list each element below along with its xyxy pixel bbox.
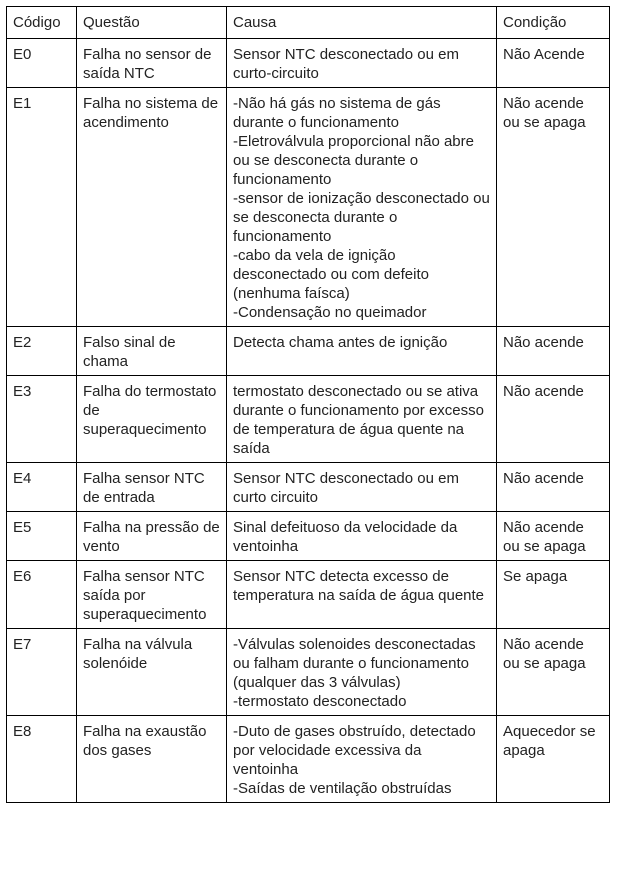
table-row — [7, 629, 610, 716]
cause-line: Sensor NTC desconectado ou em curto-circuito — [233, 46, 459, 82]
cell-condition: Não acende — [497, 463, 610, 512]
cell-cause — [227, 629, 497, 716]
cell-condition: Aquecedor se apaga — [497, 716, 610, 803]
cause-line: Sensor NTC desconectado ou em curto circuito — [233, 470, 459, 506]
cause-line: -Não há gás no sistema de gás durante o funcionamento — [233, 95, 441, 131]
cell-cause — [227, 716, 497, 803]
header-question: Questão — [77, 7, 227, 39]
cell-condition: Não acende — [497, 327, 610, 376]
cell-code: E6 — [7, 561, 77, 629]
cause-line: termostato desconectado ou se ativa durante o funcionamento por excesso de temperatura de água quente na saída — [233, 383, 484, 457]
cause-line: -Válvulas solenoides desconectadas ou falham durante o funcionamento (qualquer das 3 válvulas) — [233, 636, 476, 691]
cause-line: Detecta chama antes de ignição — [233, 334, 448, 351]
cell-cause — [227, 39, 497, 88]
table-row — [7, 561, 610, 629]
cell-condition: Não Acende — [497, 39, 610, 88]
cell-question: Falha na exaustão dos gases — [77, 716, 227, 803]
cell-code: E1 — [7, 88, 77, 327]
cell-code: E0 — [7, 39, 77, 88]
header-code: Código — [7, 7, 77, 39]
cell-condition: Não acende ou se apaga — [497, 629, 610, 716]
table-body — [7, 39, 610, 803]
table-row — [7, 463, 610, 512]
cell-cause — [227, 561, 497, 629]
cell-condition: Não acende — [497, 376, 610, 463]
cause-line: -termostato desconectado — [233, 693, 407, 710]
cell-question: Falha no sistema de acendimento — [77, 88, 227, 327]
cause-line: -Saídas de ventilação obstruídas — [233, 780, 452, 797]
cell-question: Falha sensor NTC de entrada — [77, 463, 227, 512]
table-row — [7, 88, 610, 327]
cell-cause — [227, 88, 497, 327]
cell-cause — [227, 512, 497, 561]
table-header-row — [7, 7, 610, 39]
cause-line: -cabo da vela de ignição desconectado ou com defeito (nenhuma faísca) — [233, 247, 429, 302]
cell-question: Falso sinal de chama — [77, 327, 227, 376]
cell-question: Falha no sensor de saída NTC — [77, 39, 227, 88]
cause-line: Sensor NTC detecta excesso de temperatura na saída de água quente — [233, 568, 485, 604]
cell-cause — [227, 327, 497, 376]
cause-line: Sinal defeituoso da velocidade da ventoinha — [233, 519, 458, 555]
cell-condition: Se apaga — [497, 561, 610, 629]
table-row — [7, 327, 610, 376]
cell-code: E7 — [7, 629, 77, 716]
cell-question: Falha na válvula solenóide — [77, 629, 227, 716]
cell-cause — [227, 376, 497, 463]
cell-code: E2 — [7, 327, 77, 376]
cell-cause — [227, 463, 497, 512]
table-row — [7, 39, 610, 88]
cell-condition: Não acende ou se apaga — [497, 512, 610, 561]
header-cause: Causa — [227, 7, 497, 39]
cause-line: -Duto de gases obstruído, detectado por velocidade excessiva da ventoinha — [233, 723, 476, 778]
header-condition: Condição — [497, 7, 610, 39]
cause-line: -sensor de ionização desconectado ou se desconecta durante o funcionamento — [233, 190, 490, 245]
cell-question: Falha sensor NTC saída por superaquecimento — [77, 561, 227, 629]
cell-code: E8 — [7, 716, 77, 803]
cause-line: -Eletroválvula proporcional não abre ou se desconecta durante o funcionamento — [233, 133, 474, 188]
cell-question: Falha na pressão de vento — [77, 512, 227, 561]
error-code-table — [6, 6, 610, 803]
cell-condition: Não acende ou se apaga — [497, 88, 610, 327]
cause-line: -Condensação no queimador — [233, 304, 427, 321]
cell-code: E5 — [7, 512, 77, 561]
table-row — [7, 376, 610, 463]
table-row — [7, 512, 610, 561]
cell-code: E4 — [7, 463, 77, 512]
table-row — [7, 716, 610, 803]
cell-code: E3 — [7, 376, 77, 463]
error-code-table-container — [6, 6, 609, 803]
cell-question: Falha do termostato de superaquecimento — [77, 376, 227, 463]
